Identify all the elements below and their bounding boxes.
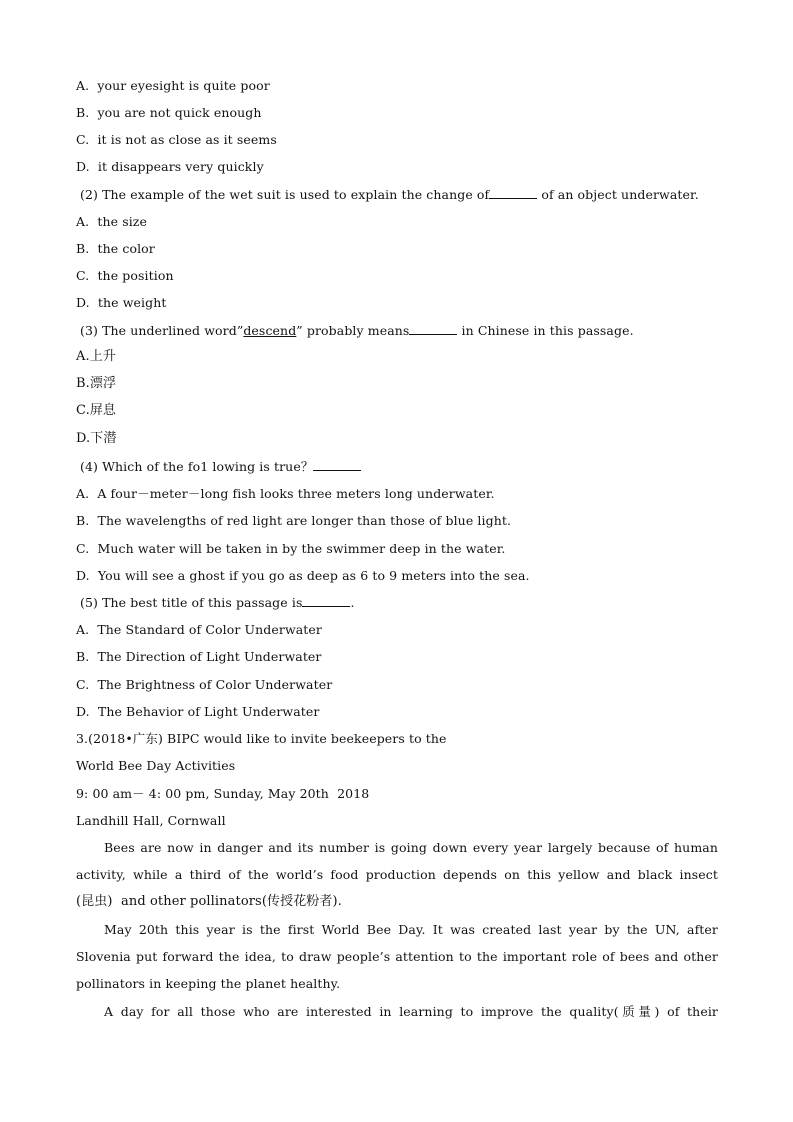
event-title: World Bee Day Activities	[76, 758, 236, 773]
q1-option-c: C. it is not as close as it seems	[76, 132, 277, 147]
passage-header: 3.(2018•广东) BIPC would like to invite beekeepers to the	[76, 731, 447, 746]
q4-option-a: A. A four－meter－long fish looks three meters long underwater.	[76, 486, 495, 501]
q2-option-c: C. the position	[76, 268, 174, 283]
q5-answer-blank	[302, 595, 350, 607]
q3-option-c: C.屏息	[76, 403, 117, 418]
q4-stem: (4) Which of the fo1 lowing is true？	[80, 459, 361, 475]
event-place: Landhill Hall, Cornwall	[76, 813, 226, 828]
paragraph-2-line-3: pollinators in keeping the planet healthy.	[76, 976, 341, 991]
q3-option-b: B.漂浮	[76, 376, 117, 391]
q2-option-d: D. the weight	[76, 295, 167, 310]
q2-stem: (2) The example of the wet suit is used to explain the change of of an object underwater.	[80, 187, 699, 202]
q3-option-d: D.下潜	[76, 431, 117, 446]
q1-option-a: A. your eyesight is quite poor	[76, 78, 270, 93]
q4-answer-blank	[313, 459, 361, 471]
paragraph-2-line-1: May 20th this year is the first World Bee Day. It was created last year by the UN, after	[104, 922, 718, 937]
q5-option-b: B. The Direction of Light Underwater	[76, 649, 322, 664]
paragraph-1-line-3: (昆虫) and other pollinators(传授花粉者).	[76, 894, 342, 909]
q5-stem: (5) The best title of this passage is .	[80, 595, 355, 610]
paragraph-1-line-1: Bees are now in danger and its number is going down every year largely because of human	[104, 840, 718, 855]
q3-option-a: A.上升	[76, 349, 116, 364]
underlined-word: descend	[243, 323, 297, 338]
q2-answer-blank	[489, 187, 537, 199]
q4-option-c: C. Much water will be taken in by the swimmer deep in the water.	[76, 541, 506, 556]
q4-option-b: B. The wavelengths of red light are longer than those of blue light.	[76, 513, 512, 528]
q3-answer-blank	[409, 323, 457, 335]
q2-option-a: A. the size	[76, 214, 147, 229]
paragraph-1-line-2: activity, while a third of the world’s food production depends on this yellow and black insect	[76, 867, 718, 882]
q2-option-b: B. the color	[76, 241, 155, 256]
q5-option-a: A. The Standard of Color Underwater	[76, 622, 322, 637]
q5-option-c: C. The Brightness of Color Underwater	[76, 677, 333, 692]
event-time: 9: 00 am－ 4: 00 pm, Sunday, May 20th 2018	[76, 786, 370, 801]
q4-option-d: D. You will see a ghost if you go as deep as 6 to 9 meters into the sea.	[76, 568, 530, 583]
q5-option-d: D. The Behavior of Light Underwater	[76, 704, 320, 719]
paragraph-2-line-2: Slovenia put forward the idea, to draw people’s attention to the important role of bees and other	[76, 949, 718, 964]
q1-option-d: D. it disappears very quickly	[76, 159, 264, 174]
q1-option-b: B. you are not quick enough	[76, 105, 262, 120]
paragraph-3-line-1: A day for all those who are interested in learning to improve the quality(质量) of their	[104, 1004, 718, 1019]
q3-stem: (3) The underlined word”descend” probably means in Chinese in this passage.	[80, 323, 634, 338]
